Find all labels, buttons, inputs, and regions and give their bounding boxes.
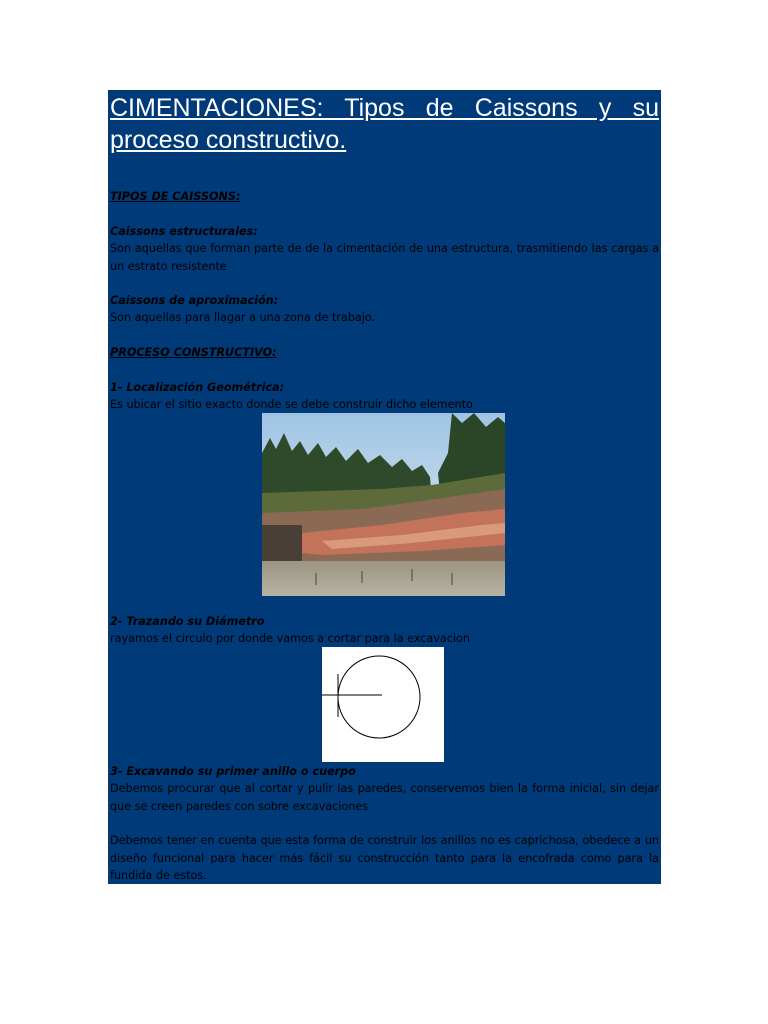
step3-text: Debemos procurar que al cortar y pulir las paredes, conservemos bien la forma inicial, sin dejar que se creen paredes con sobre excavaciones	[110, 782, 659, 813]
step2-heading: 2- Trazando su Diámetro	[110, 615, 265, 628]
site-photo-image	[262, 413, 505, 596]
site-photo	[262, 413, 505, 596]
tipos-heading: TIPOS DE CAISSONS:	[110, 190, 241, 203]
final-paragraph: Debemos tener en cuenta que esta forma de construir los anillos no es caprichosa, obedece a un diseño funcional para hacer más fácil su construcción tanto para la encofrada como para la fundida de estos.	[110, 834, 659, 882]
step3-heading: 3- Excavando su primer anillo o cuerpo	[110, 765, 356, 778]
aproximacion-heading: Caissons de aproximación:	[110, 294, 279, 307]
step2-text: rayamos el circulo por donde vamos a cortar para la excavacion	[110, 632, 470, 645]
step1-text: Es ubicar el sitio exacto donde se debe construir dicho elemento	[110, 398, 473, 411]
aproximacion-text: Son aquellas para llagar a una zona de trabajo.	[110, 311, 376, 324]
estructurales-text: Son aquellas que forman parte de de la cimentación de una estructura, trasmitiendo las cargas a un estrato resistente	[110, 242, 659, 273]
estructurales-heading: Caissons estructurales:	[110, 225, 258, 238]
document-panel	[108, 90, 661, 884]
page-title: CIMENTACIONES: Tipos de Caissons y su proceso constructivo.	[110, 94, 659, 154]
proceso-heading: PROCESO CONSTRUCTIVO:	[110, 346, 277, 359]
step1-heading: 1- Localización Geométrica:	[110, 381, 285, 394]
diameter-diagram	[322, 647, 444, 762]
circle-diameter-figure	[322, 647, 444, 762]
